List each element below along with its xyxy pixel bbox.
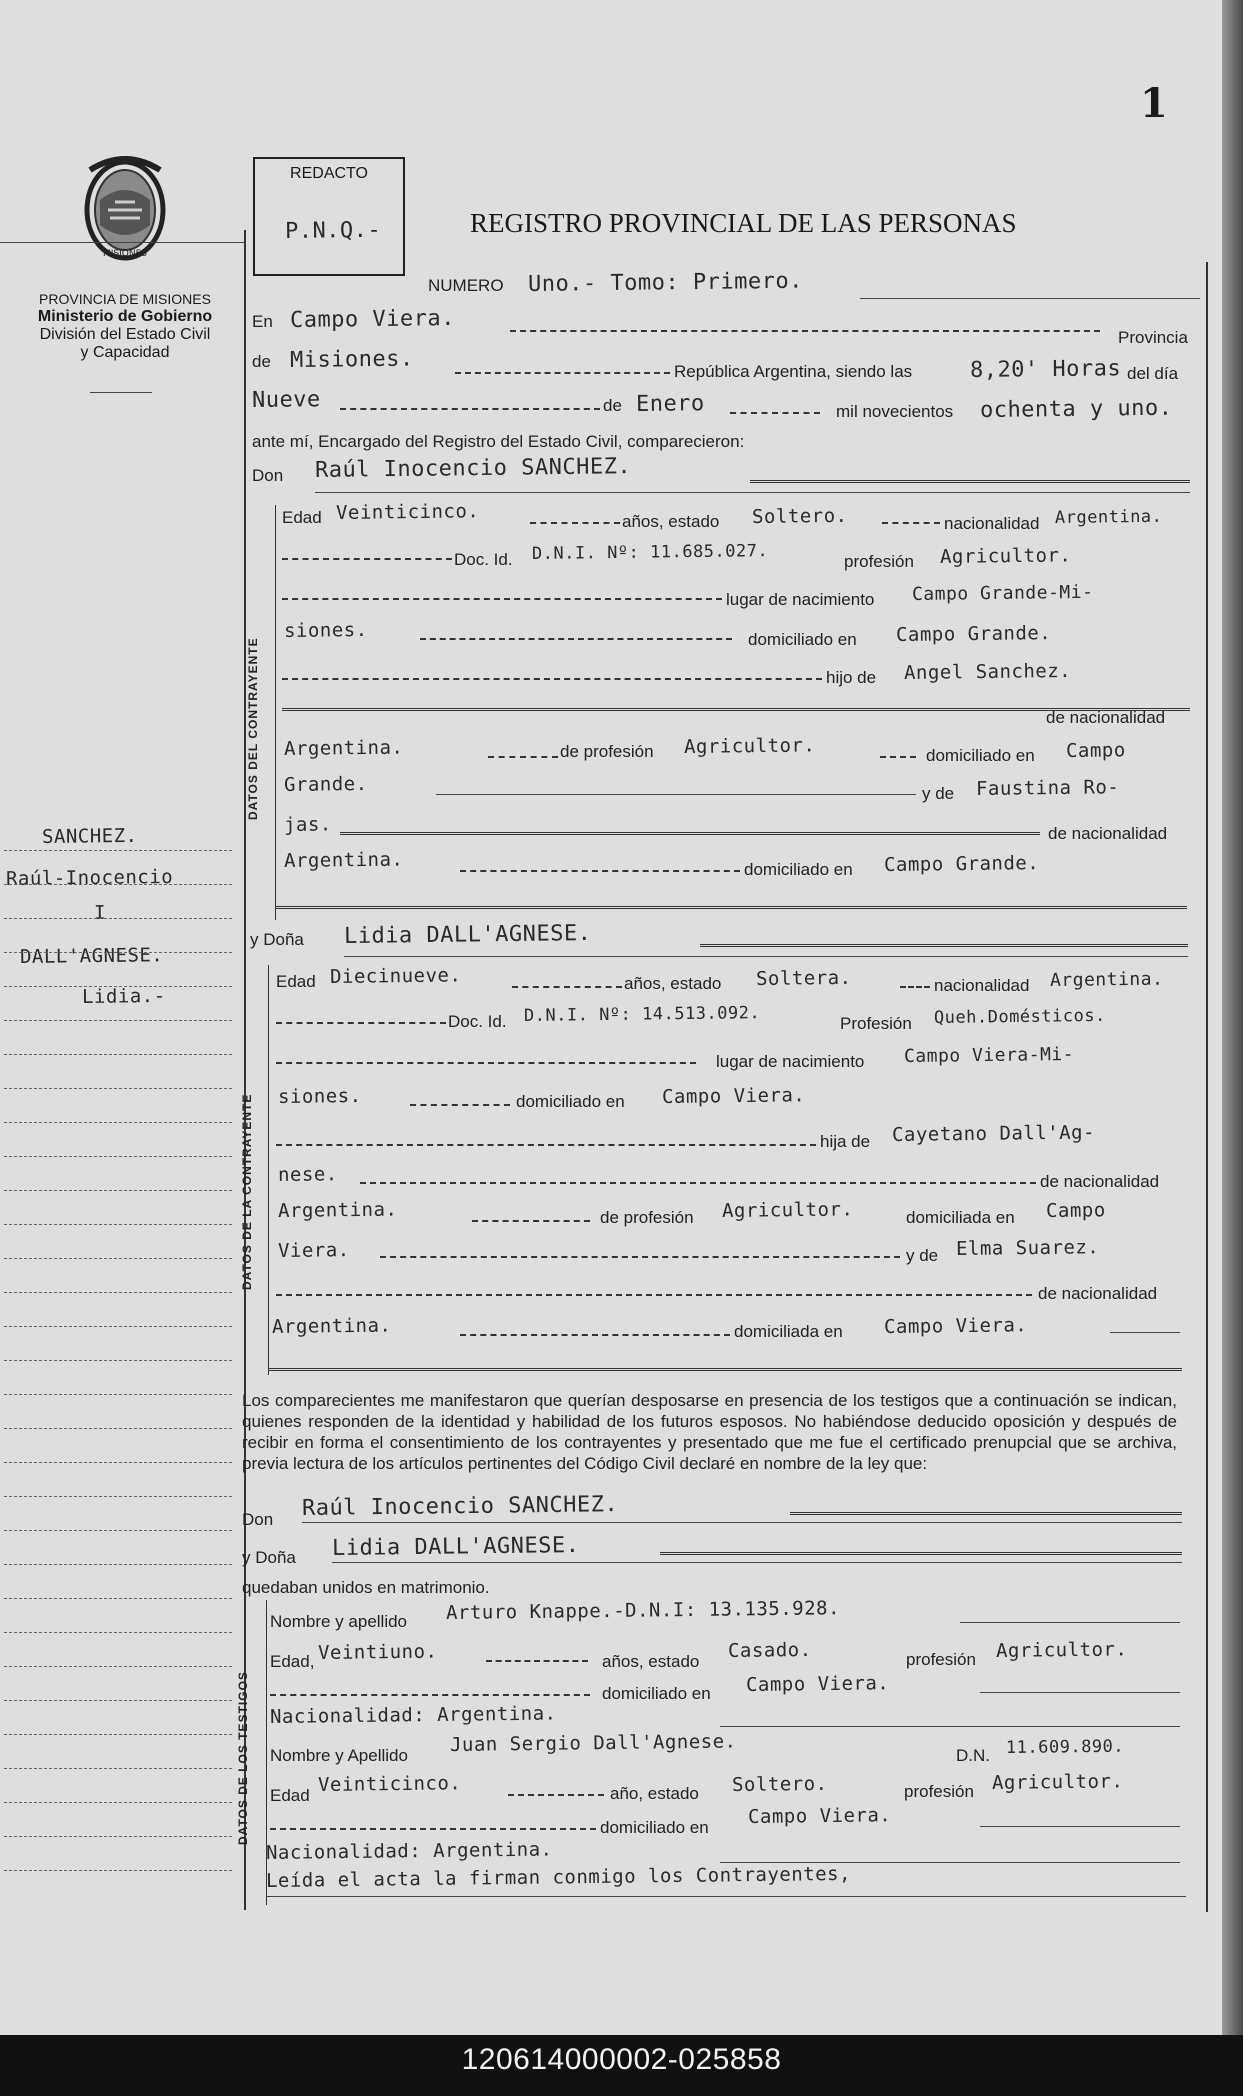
groom-edad: Veinticinco. <box>335 500 480 524</box>
province-value: Misiones. <box>289 346 414 373</box>
margin-rule <box>4 1156 232 1157</box>
w2-nacionalidad: Nacionalidad: Argentina. <box>265 1838 553 1864</box>
w1-dom-label: domiciliado en <box>602 1684 711 1703</box>
province-label: PROVINCIA DE MISIONES <box>39 291 211 307</box>
coat-of-arms-seal <box>70 150 180 268</box>
division-label-1: División del Estado Civil <box>39 326 211 343</box>
redacto-label: REDACTO <box>290 165 368 182</box>
groom-nacionalidad: Argentina. <box>1054 506 1163 528</box>
year-value: ochenta y uno. <box>979 395 1173 423</box>
margin-rule <box>4 884 232 885</box>
groom-hijo-label: hijo de <box>826 668 877 687</box>
margin-rule <box>4 1122 232 1123</box>
groom-nacionalidad-label: nacionalidad <box>944 514 1040 533</box>
margin-rule <box>4 1394 232 1395</box>
footer-id: 120614000002-025858 <box>461 2043 782 2076</box>
bride-doc-label: Doc. Id. <box>448 1012 507 1031</box>
bride-section-label: DATOS DE LA CONTRAYENTE <box>240 1093 254 1290</box>
statement-groom: Raúl Inocencio SANCHEZ. <box>301 1492 619 1521</box>
margin-rule <box>4 1088 232 1089</box>
bride-lugar-label: lugar de nacimiento <box>716 1052 865 1071</box>
margin-note-4: DALL'AGNESE. <box>19 944 164 968</box>
groom-father-nac: Argentina. <box>283 736 404 760</box>
division-label-2: y Capacidad <box>80 344 170 361</box>
w2-nombre-label: Nombre y Apellido <box>270 1746 408 1765</box>
w2-prof: Agricultor. <box>991 1770 1124 1794</box>
groom-father-dom-2: Grande. <box>283 772 368 796</box>
bride-mother-dom: Campo Viera. <box>883 1314 1028 1338</box>
bride-father-dom-1: Campo <box>1045 1199 1106 1222</box>
w1-dom: Campo Viera. <box>745 1672 890 1696</box>
svg-text:MISIONES: MISIONES <box>102 249 148 259</box>
w2-anos-label: año, estado <box>610 1784 699 1803</box>
del-dia-label: del día <box>1127 364 1179 383</box>
groom-estado: Soltero. <box>751 504 848 528</box>
margin-rule <box>4 1802 232 1803</box>
provincia-label: Provincia <box>1118 328 1188 347</box>
groom-father-prof: Agricultor. <box>683 734 816 758</box>
page-number: 1 <box>1140 80 1168 127</box>
redacto-value: P.N.Q.- <box>284 217 382 244</box>
bride-father-nac: Argentina. <box>277 1198 398 1222</box>
bride-father-nac-label: de nacionalidad <box>1040 1172 1160 1191</box>
bride-father-1: Cayetano Dall'Ag- <box>891 1121 1096 1146</box>
w1-edad-label: Edad, <box>270 1652 315 1671</box>
margin-rule <box>4 1258 232 1259</box>
groom-lugar-1: Campo Grande-Mi- <box>911 581 1094 605</box>
margin-rule <box>4 1428 232 1429</box>
dona-label: y Doña <box>250 930 304 949</box>
margin-note-3: I <box>93 901 107 924</box>
margin-rule <box>4 918 232 919</box>
margin-rule <box>4 986 232 987</box>
bride-estado: Soltera. <box>755 966 852 990</box>
page-title: REGISTRO PROVINCIAL DE LAS PERSONAS <box>470 208 1017 238</box>
month-value: Enero <box>635 391 705 417</box>
groom-mother-2: jas. <box>283 813 332 836</box>
time-value: 8,20' Horas <box>969 356 1122 383</box>
w2-edad-label: Edad <box>270 1786 310 1805</box>
bride-mother-nac-label: de nacionalidad <box>1038 1284 1158 1303</box>
margin-note-5: Lidia.- <box>81 984 166 1008</box>
margin-rule <box>4 1564 232 1565</box>
margin-rule <box>4 1768 232 1769</box>
w2-edad: Veinticinco. <box>317 1772 462 1796</box>
groom-y-de-label: y de <box>922 784 955 803</box>
groom-mother-nac-label: de nacionalidad <box>1048 824 1168 843</box>
margin-rule <box>4 1326 232 1327</box>
groom-name: Raúl Inocencio SANCHEZ. <box>314 454 632 483</box>
groom-father-prof-label: de profesión <box>560 742 654 761</box>
margin-rule <box>4 1870 232 1871</box>
day-value: Nueve <box>251 387 321 413</box>
w2-dni-label: D.N. <box>956 1746 990 1765</box>
ministry-label: Ministerio de Gobierno <box>37 308 213 325</box>
bride-anos-label: años, estado <box>624 974 722 993</box>
bride-mother-dom-label: domiciliada en <box>734 1322 843 1341</box>
groom-anos-label: años, estado <box>622 512 720 531</box>
statement-bride: Lidia DALL'AGNESE. <box>331 1532 580 1561</box>
bride-profesion-label: Profesión <box>840 1014 912 1033</box>
numero-label: NUMERO <box>428 276 504 295</box>
groom-doc: D.N.I. Nº: 11.685.027. <box>531 541 769 564</box>
groom-domicilio-label: domiciliado en <box>748 630 857 649</box>
bride-hija-label: hija de <box>820 1132 871 1151</box>
w1-nombre-label: Nombre y apellido <box>270 1612 408 1631</box>
bride-lugar-1: Campo Viera-Mi- <box>903 1043 1075 1067</box>
bride-nacionalidad: Argentina. <box>1049 968 1164 991</box>
w1-prof-label: profesión <box>906 1650 976 1669</box>
bride-mother: Elma Suarez. <box>955 1236 1100 1260</box>
w2-dom-label: domiciliado en <box>600 1818 709 1837</box>
ante-text: ante mí, Encargado del Registro del Estado Civil, comparecieron: <box>252 432 745 451</box>
margin-rule <box>4 1700 232 1701</box>
bride-lugar-2: siones. <box>277 1084 362 1108</box>
bride-father-prof-label: de profesión <box>600 1208 694 1227</box>
margin-rule <box>4 1666 232 1667</box>
margin-rule <box>4 1224 232 1225</box>
w1-nombre: Arturo Knappe.-D.N.I: 13.135.928. <box>445 1597 841 1624</box>
groom-profesion-label: profesión <box>844 552 914 571</box>
w2-estado: Soltero. <box>731 1772 828 1796</box>
w1-nacionalidad: Nacionalidad: Argentina. <box>269 1702 557 1728</box>
bride-father-prof: Agricultor. <box>721 1198 854 1222</box>
bride-edad-label: Edad <box>276 972 316 991</box>
page-edge <box>1222 0 1243 2035</box>
statement-unidos: quedaban unidos en matrimonio. <box>242 1578 490 1597</box>
groom-father-nac-label: de nacionalidad <box>1046 708 1166 727</box>
w2-dom: Campo Viera. <box>747 1804 892 1828</box>
groom-mother-dom: Campo Grande. <box>883 852 1040 876</box>
statement-don-label: Don <box>242 1510 274 1529</box>
witnesses-section-label: DATOS DE LOS TESTIGOS <box>236 1671 250 1845</box>
bride-y-de-label: y de <box>906 1246 939 1265</box>
groom-lugar-2: siones. <box>283 618 368 642</box>
bride-doc: D.N.I. Nº: 14.513.092. <box>523 1003 761 1026</box>
margin-rule <box>4 1360 232 1361</box>
margin-rule <box>4 1054 232 1055</box>
margin-rule <box>4 850 232 851</box>
w2-nombre: Juan Sergio Dall'Agnese. <box>449 1730 737 1756</box>
de-label-2: de <box>603 396 622 415</box>
issuer-block <box>0 290 250 362</box>
statement-paragraph: Los comparecientes me manifestaron que querían desposarse en presencia de los testigos que a continuación se indican, quienes responden de la identidad y habilidad de los futuros esposos. No habiéndose deducido oposición y después de recibir en forma el consentimiento de los contrayentes y presentado que me fue el certificado prenupcial que se archiva, previa lectura de los artículos pertinentes del Código Civil declaré en nombre de la ley que: <box>242 1391 1177 1473</box>
closing-line: Leída el acta la firman conmigo los Contrayentes, <box>265 1862 852 1892</box>
w1-edad: Veintiuno. <box>317 1640 438 1664</box>
margin-rule <box>4 1598 232 1599</box>
bride-domicilio: Campo Viera. <box>661 1084 806 1108</box>
statement-dona-label: y Doña <box>242 1548 296 1567</box>
margin-rule <box>4 1292 232 1293</box>
bride-father-dom-2: Viera. <box>277 1239 350 1262</box>
bride-nacionalidad-label: nacionalidad <box>934 976 1030 995</box>
w2-dni: 11.609.890. <box>1005 1736 1125 1758</box>
margin-note-1: SANCHEZ. <box>41 824 138 848</box>
margin-rule <box>4 1734 232 1735</box>
margin-rule <box>4 1496 232 1497</box>
bride-mother-nac: Argentina. <box>271 1314 392 1338</box>
footer-bar <box>0 2035 1243 2096</box>
margin-rule <box>4 1530 232 1531</box>
numero-value: Uno.- Tomo: Primero. <box>527 268 804 297</box>
margin-rule <box>4 1020 232 1021</box>
bride-father-dom-label: domiciliada en <box>906 1208 1015 1227</box>
bride-name: Lidia DALL'AGNESE. <box>343 920 592 949</box>
bride-edad: Diecinueve. <box>329 964 462 988</box>
w1-estado: Casado. <box>727 1638 812 1662</box>
groom-section-label: DATOS DEL CONTRAYENTE <box>246 637 260 820</box>
w1-prof: Agricultor. <box>995 1638 1128 1662</box>
place-value: Campo Viera. <box>289 305 456 333</box>
margin-rule <box>4 1632 232 1633</box>
redacto-box <box>253 157 405 276</box>
en-label: En <box>252 312 273 331</box>
republica-text: República Argentina, siendo las <box>674 362 913 381</box>
margin-note-2: Raúl-Inocencio <box>5 865 174 890</box>
margin-rule <box>4 1462 232 1463</box>
w1-anos-label: años, estado <box>602 1652 700 1671</box>
groom-lugar-label: lugar de nacimiento <box>726 590 875 609</box>
don-label: Don <box>252 466 284 485</box>
groom-edad-label: Edad <box>282 508 322 527</box>
bride-domicilio-label: domiciliado en <box>516 1092 625 1111</box>
groom-father-dom-1: Campo <box>1065 739 1126 762</box>
groom-domicilio: Campo Grande. <box>895 622 1052 646</box>
bride-father-2: nese. <box>277 1163 338 1186</box>
margin-rule <box>4 1836 232 1837</box>
groom-father: Angel Sanchez. <box>903 659 1072 684</box>
groom-mother-nac: Argentina. <box>283 848 404 872</box>
bride-profesion: Queh.Domésticos. <box>933 1005 1106 1028</box>
mil-label: mil novecientos <box>836 402 954 421</box>
de-label: de <box>252 352 271 371</box>
w2-prof-label: profesión <box>904 1782 974 1801</box>
groom-father-dom-label: domiciliado en <box>926 746 1035 765</box>
groom-profesion: Agricultor. <box>939 544 1072 568</box>
margin-rule <box>4 952 232 953</box>
groom-mother-1: Faustina Ro- <box>975 776 1120 800</box>
groom-mother-dom-label: domiciliado en <box>744 860 853 879</box>
margin-rule <box>4 1190 232 1191</box>
groom-doc-label: Doc. Id. <box>454 550 513 569</box>
